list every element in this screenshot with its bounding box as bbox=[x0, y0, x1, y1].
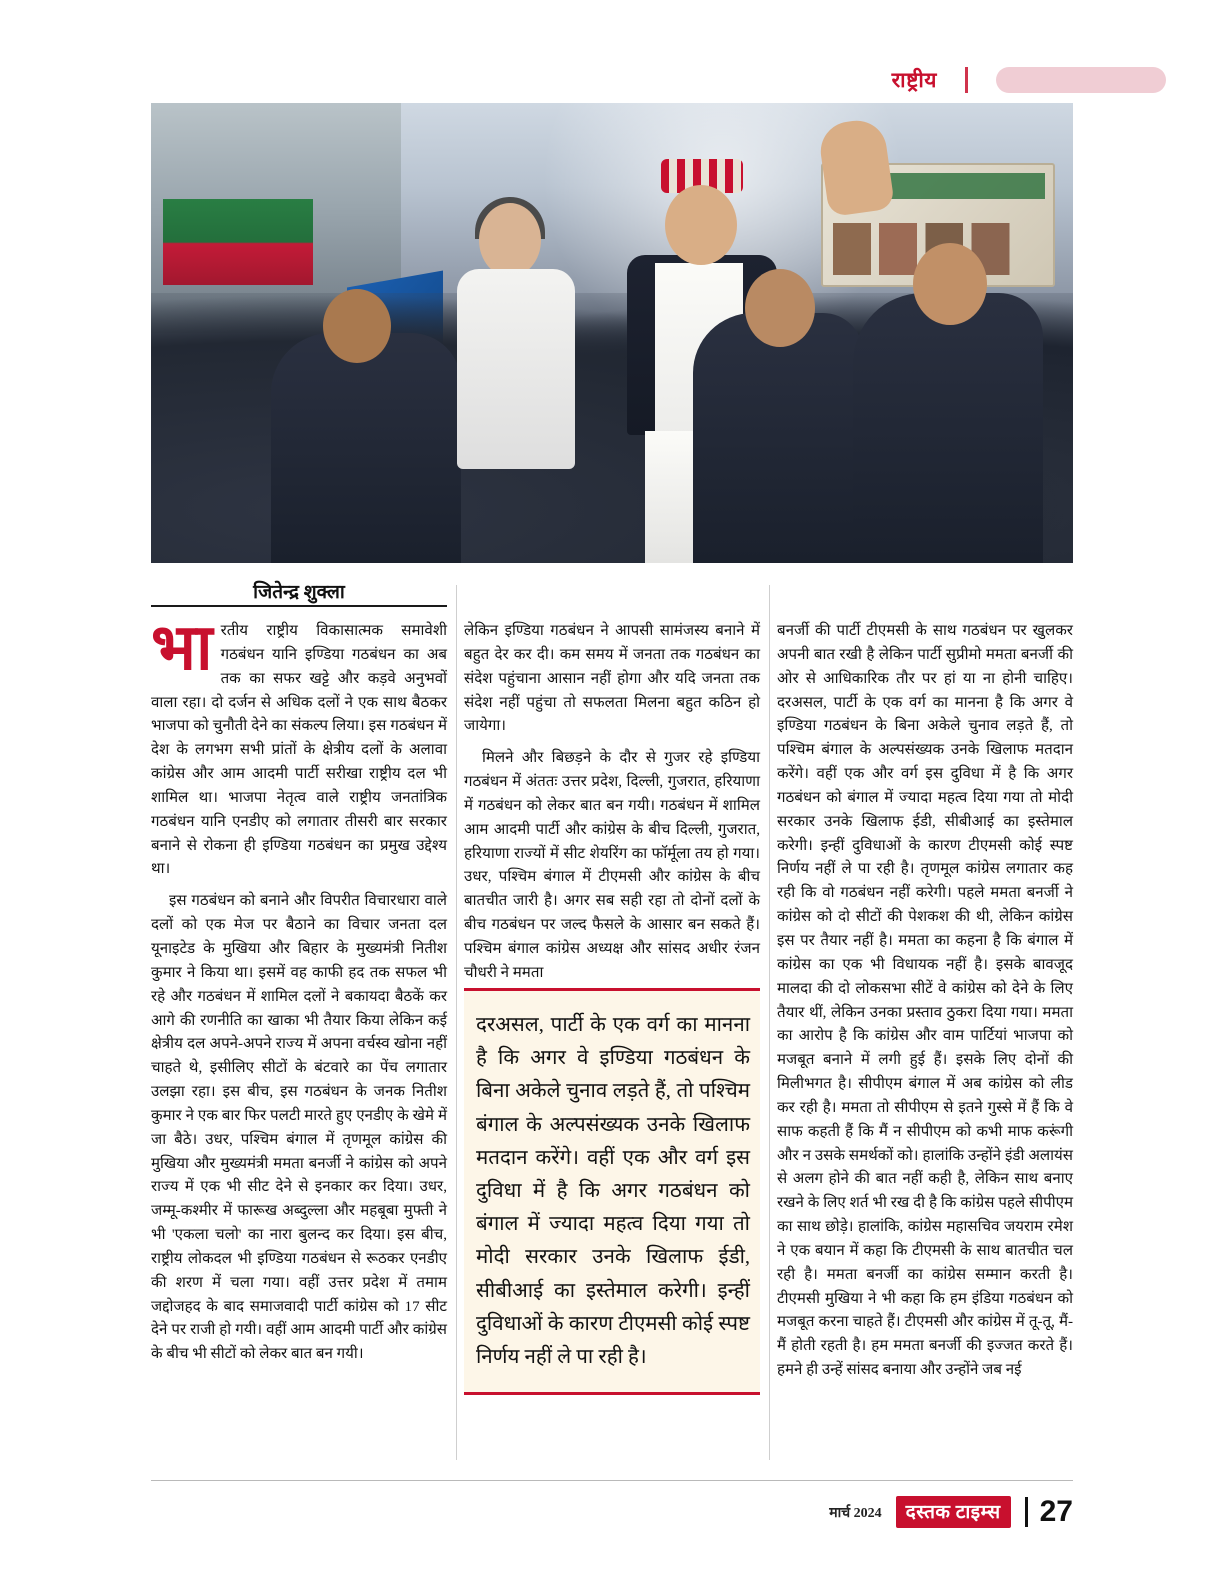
photo-guard-right bbox=[853, 293, 1043, 563]
column-divider-1 bbox=[456, 585, 457, 1460]
photo-guard-center-right bbox=[693, 313, 863, 563]
photo-background bbox=[151, 103, 1073, 563]
photo-leader-white-tshirt bbox=[451, 203, 581, 563]
photo-guard-center-right-head bbox=[745, 269, 815, 347]
photo-banner-left bbox=[163, 199, 313, 285]
article-col2-para-1: लेकिन इण्डिया गठबंधन ने आपसी सामंजस्य बनाने में बहुत देर कर दी। कम समय में जनता तक गठबंधन का संदेश पहुंचाना आसान नहीं होगा और यदि जनता तक संदेश नहीं पहुंचा तो सफलता मिलना बहुत कठिन हो जायेगा। bbox=[464, 623, 760, 735]
article-column-2 bbox=[464, 620, 760, 994]
column-divider-2 bbox=[769, 585, 770, 1460]
dropcap-letter: भा bbox=[151, 612, 213, 683]
rally-photograph bbox=[151, 103, 1073, 563]
page-header bbox=[746, 62, 1166, 98]
photo-guard-left-head bbox=[323, 289, 391, 363]
page-footer bbox=[151, 1488, 1073, 1536]
byline-rule bbox=[151, 605, 447, 607]
footer-issue-date: मार्च 2024 bbox=[829, 1505, 882, 1521]
photo-guard-right-head bbox=[913, 243, 987, 325]
article-col3-para-1: बनर्जी की पार्टी टीएमसी के साथ गठबंधन पर खुलकर अपनी बात रखी है लेकिन पार्टी सुप्रीमो ममता बनर्जी की ओर से आधिकारिक तौर पर हां या ना होनी चाहिए। दरअसल, पार्टी के एक वर्ग का मानना है कि अगर वे इण्डिया गठबंधन के बिना अकेले चुनाव लड़ते हैं, तो पश्चिम बंगाल के अल्पसंख्यक उनके खिलाफ मतदान करेंगे। वहीं एक और वर्ग इस दुविधा में है कि अगर गठबंधन को बंगाल में ज्यादा महत्व दिया गया तो मोदी सरकार उनके खिलाफ ईडी, सीबीआई का इस्तेमाल करेगी। इन्हीं दुविधाओं के कारण टीएमसी कोई स्पष्ट निर्णय नहीं ले पा रही है। तृणमूल कांग्रेस लगातार कह रही कि वो गठबंधन नहीं करेगी। पहले ममता बनर्जी ने कांग्रेस को दो सीटों की पेशकश की थी, लेकिन कांग्रेस इस पर तैयार नहीं है। ममता का कहना है कि बंगाल में कांग्रेस का एक भी विधायक नहीं है। इसके बावजूद मालदा की दो लोकसभा सीटें वे कांग्रेस को देने के लिए तैयार थीं, लेकिन उनका प्रस्ताव ठुकरा दिया गया। ममता का आरोप है कि कांग्रेस और वाम पार्टियां भाजपा को मजबूत बनाने में लगी हुई हैं। इसके लिए दोनों की मिलीभगत है। सीपीएम बंगाल में अब कांग्रेस को लीड कर रही है। ममता तो सीपीएम से इतने गुस्से में हैं कि वे साफ कहती हैं कि मैं न सीपीएम को कभी माफ करूंगी और न उसके समर्थकों को। हालांकि उन्होंने इंडी अलायंस से अलग होने की बात नहीं कही है, लेकिन साथ बनाए रखने के लिए शर्त भी रख दी है कि कांग्रेस पहले सीपीएम का साथ छोड़े। हालांकि, कांग्रेस महासचिव जयराम रमेश ने एक बयान में कहा कि टीएमसी के साथ बातचीत चल रही है। ममता बनर्जी का कांग्रेस सम्मान करती है। टीएमसी मुखिया ने भी कहा कि हम इंडिया गठबंधन को मजबूत करना चाहते हैं। टीएमसी और कांग्रेस में तू-तू, मैं-मैं होती रहती है। हम ममता बनर्जी की इज्जत करते हैं। हमने ही उन्हें सांसद बनाया और उन्होंने जब नई bbox=[777, 623, 1073, 1379]
photo-guard-left bbox=[271, 333, 461, 563]
section-kicker: राष्ट्रीय bbox=[891, 68, 937, 92]
publication-logo: दस्तक टाइम्स bbox=[896, 1496, 1011, 1528]
article-col1-para-2: इस गठबंधन को बनाने और विपरीत विचारधारा वाले दलों को एक मेज पर बैठाने का विचार जनता दल यूनाइटेड के मुखिया और बिहार के मुख्यमंत्री नितीश कुमार ने किया था। इसमें वह काफी हद तक सफल भी रहे और गठबंधन में शामिल दलों ने बकायदा बैठकें कर आगे की रणनीति का खाका भी तैयार किया लेकिन कई क्षेत्रीय दल अपने-अपने राज्य में अपना वर्चस्व खोना नहीं चाहते थे, इसीलिए सीटों के बंटवारे का पेंच लगातार उलझा रहा। इस बीच, इस गठबंधन के जनक नितीश कुमार ने एक बार फिर पलटी मारते हुए एनडीए के खेमे में जा बैठे। उधर, पश्चिम बंगाल में तृणमूल कांग्रेस की मुखिया और मुख्यमंत्री ममता बनर्जी ने कांग्रेस को अपने राज्य में एक भी सीट देने से इनकार कर दिया। उधर, जम्मू-कश्मीर में फारूख अब्दुल्ला और महबूबा मुफ्ती ने भी 'एकला चलो' का नारा बुलन्द कर दिया। इस बीच, राष्ट्रीय लोकदल भी इण्डिया गठबंधन से रूठकर एनडीए की शरण में चला गया। वहीं उत्तर प्रदेश में तमाम जद्दोजहद के बाद समाजवादी पार्टी कांग्रेस को 17 सीट देने पर राजी हो गयी। वहीं आम आदमी पार्टी और कांग्रेस के बीच भी सीटों को लेकर बात बन गयी। bbox=[151, 893, 447, 1363]
article-column-1 bbox=[151, 612, 447, 1375]
header-pill-decoration bbox=[996, 67, 1166, 93]
article-column-3 bbox=[777, 620, 1073, 1391]
article-col2-para-2: मिलने और बिछड़ने के दौर से गुजर रहे इण्डिया गठबंधन में अंततः उत्तर प्रदेश, दिल्ली, गुजरात, हरियाणा में गठबंधन को लेकर बात बन गयी। गठबंधन में शामिल आम आदमी पार्टी और कांग्रेस के बीच दिल्ली, गुजरात, हरियाणा राज्यों में सीट शेयरिंग का फॉर्मूला तय हो गया। उधर, पश्चिम बंगाल में टीएमसी और कांग्रेस के बीच बातचीत जारी है। अगर सब सही रहा तो दोनों दलों के बीच गठबंधन पर जल्द फैसले के आसार बन सकते हैं। पश्चिम बंगाल कांग्रेस अध्यक्ष और सांसद अधीर रंजन चौधरी ने ममता bbox=[464, 750, 760, 981]
dropcap-paragraph bbox=[151, 612, 447, 882]
byline-author: जितेन्द्र शुक्ला bbox=[253, 582, 345, 603]
header-divider bbox=[965, 67, 968, 93]
article-col1-para-1: रतीय राष्ट्रीय विकासात्मक समावेशी गठबंधन यानि इण्डिया गठबंधन का अब तक का सफर खट्टे और कड़वे अनुभवों वाला रहा। दो दर्जन से अधिक दलों ने एक साथ बैठकर भाजपा को चुनौती देने का संकल्प लिया। इस गठबंधन में देश के लगभग सभी प्रांतों के क्षेत्रीय दलों के अलावा कांग्रेस और आम आदमी पार्टी सरीखा राष्ट्रीय दल भी शामिल था। भाजपा नेतृत्व वाले राष्ट्रीय जनतांत्रिक गठबंधन यानि एनडीए को लगातार तीसरी बार सरकार बनाने से रोकना ही इण्डिया गठबंधन का प्रमुख उद्देश्य था। bbox=[151, 623, 447, 878]
footer-rule bbox=[151, 1480, 1073, 1481]
pull-quote: दरअसल, पार्टी के एक वर्ग का मानना है कि अगर वे इण्डिया गठबंधन के बिना अकेले चुनाव लड़ते हैं, तो पश्चिम बंगाल के अल्पसंख्यक उनके खिलाफ मतदान करेंगे। वहीं एक और वर्ग इस दुविधा में है कि अगर गठबंधन को बंगाल में ज्यादा महत्व दिया गया तो मोदी सरकार उनके खिलाफ ईडी, सीबीआई का इस्तेमाल करेगी। इन्हीं दुविधाओं के कारण टीएमसी कोई स्पष्ट निर्णय नहीं ले पा रही है। bbox=[464, 988, 760, 1395]
photo-raised-hand bbox=[817, 117, 895, 217]
page-number: 27 bbox=[1025, 1497, 1073, 1527]
